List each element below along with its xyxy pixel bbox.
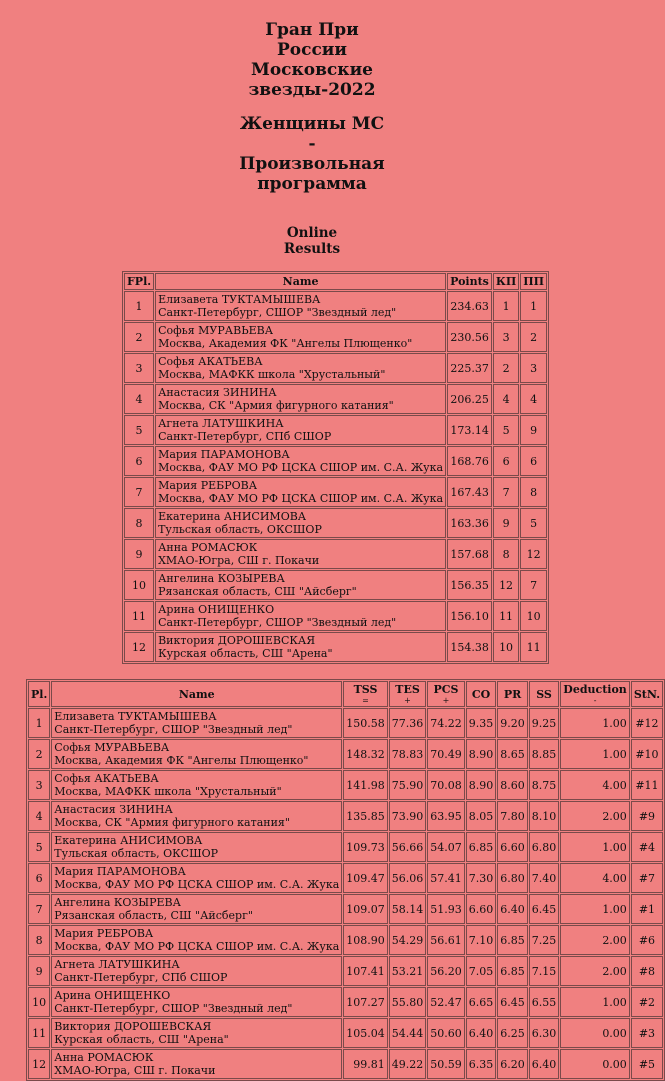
athlete-name: Виктория ДОРОШЕВСКАЯ xyxy=(158,634,316,647)
header-pl: Pl. xyxy=(28,681,50,707)
co-cell: 8.90 xyxy=(466,739,497,769)
athlete-club: Санкт-Петербург, СПб СШОР xyxy=(54,971,228,984)
athlete-cell xyxy=(51,956,342,986)
pp-place-cell: 12 xyxy=(520,539,547,569)
header-name: Name xyxy=(51,681,342,707)
table-row xyxy=(124,539,547,569)
pcs-cell: 74.22 xyxy=(427,708,465,738)
table-row xyxy=(28,956,663,986)
table-row xyxy=(124,322,547,352)
start-number-cell: #7 xyxy=(631,863,663,893)
deduction-cell: 1.00 xyxy=(560,708,630,738)
pr-cell: 6.60 xyxy=(497,832,528,862)
tss-cell: 109.07 xyxy=(343,894,388,924)
place-cell: 10 xyxy=(28,987,50,1017)
table-row xyxy=(124,415,547,445)
title-line-4: звезды-2022 xyxy=(248,80,376,100)
overall-header-row xyxy=(124,273,547,290)
table-row xyxy=(124,570,547,600)
athlete-cell xyxy=(155,384,446,414)
place-cell: 8 xyxy=(28,925,50,955)
kp-place-cell: 7 xyxy=(493,477,519,507)
tes-cell: 54.44 xyxy=(389,1018,427,1048)
pcs-cell: 50.60 xyxy=(427,1018,465,1048)
co-cell: 7.30 xyxy=(466,863,497,893)
header-name: Name xyxy=(155,273,446,290)
start-number-cell: #12 xyxy=(631,708,663,738)
place-cell: 4 xyxy=(28,801,50,831)
tes-cell: 58.14 xyxy=(389,894,427,924)
pcs-cell: 63.95 xyxy=(427,801,465,831)
place-cell: 1 xyxy=(124,291,154,321)
tss-cell: 141.98 xyxy=(343,770,388,800)
overall-results-table xyxy=(122,271,549,664)
athlete-club: Москва, ФАУ МО РФ ЦСКА СШОР им. С.А. Жука xyxy=(158,492,444,505)
athlete-club: Санкт-Петербург, СШОР "Звездный лед" xyxy=(158,306,397,319)
place-cell: 4 xyxy=(124,384,154,414)
header-fpl: FPl. xyxy=(124,273,154,290)
place-cell: 7 xyxy=(124,477,154,507)
header-pp: ПП xyxy=(520,273,547,290)
place-cell: 10 xyxy=(124,570,154,600)
place-cell: 11 xyxy=(124,601,154,631)
place-cell: 2 xyxy=(124,322,154,352)
tes-cell: 78.83 xyxy=(389,739,427,769)
ss-cell: 8.85 xyxy=(529,739,560,769)
table-row xyxy=(124,508,547,538)
points-cell: 230.56 xyxy=(447,322,492,352)
start-number-cell: #10 xyxy=(631,739,663,769)
pr-cell: 6.80 xyxy=(497,863,528,893)
table-row xyxy=(28,1049,663,1079)
athlete-club: Рязанская область, СШ "Айсберг" xyxy=(158,585,357,598)
tes-cell: 54.29 xyxy=(389,925,427,955)
athlete-club: Тульская область, ОКСШОР xyxy=(158,523,322,536)
kp-place-cell: 3 xyxy=(493,322,519,352)
pcs-cell: 52.47 xyxy=(427,987,465,1017)
athlete-cell xyxy=(155,415,446,445)
athlete-name: Агнета ЛАТУШКИНА xyxy=(54,958,180,971)
athlete-cell xyxy=(51,894,342,924)
deduction-cell: 1.00 xyxy=(560,987,630,1017)
header-deduction-label: Deduction xyxy=(563,683,627,696)
athlete-club: Москва, ФАУ МО РФ ЦСКА СШОР им. С.А. Жука xyxy=(158,461,444,474)
athlete-club: Москва, Академия ФК "Ангелы Плющенко" xyxy=(158,337,413,350)
pp-place-cell: 5 xyxy=(520,508,547,538)
pcs-cell: 50.59 xyxy=(427,1049,465,1079)
pcs-cell: 51.93 xyxy=(427,894,465,924)
header-tss-label: TSS xyxy=(353,683,378,696)
athlete-name: Анастасия ЗИНИНА xyxy=(54,803,173,816)
online-results-heading xyxy=(0,225,624,257)
start-number-cell: #8 xyxy=(631,956,663,986)
header-pcs-sub: + xyxy=(442,696,450,705)
tss-cell: 105.04 xyxy=(343,1018,388,1048)
kp-place-cell: 12 xyxy=(493,570,519,600)
athlete-name: Мария РЕБРОВА xyxy=(158,479,258,492)
kp-place-cell: 6 xyxy=(493,446,519,476)
page-title xyxy=(0,20,624,194)
segment-table-body xyxy=(28,708,663,1079)
place-cell: 9 xyxy=(124,539,154,569)
header-tes-sub: + xyxy=(404,696,411,705)
athlete-club: Санкт-Петербург, СШОР "Звездный лед" xyxy=(158,616,397,629)
athlete-club: Санкт-Петербург, СШОР "Звездный лед" xyxy=(54,1002,293,1015)
online-link[interactable]: Online xyxy=(286,225,338,241)
start-number-cell: #2 xyxy=(631,987,663,1017)
header-deduction xyxy=(560,681,630,707)
deduction-cell: 0.00 xyxy=(560,1018,630,1048)
pp-place-cell: 10 xyxy=(520,601,547,631)
tes-cell: 75.90 xyxy=(389,770,427,800)
table-row xyxy=(28,987,663,1017)
event-line-1: Женщины МС xyxy=(239,114,385,134)
table-row xyxy=(124,477,547,507)
athlete-name: Анна РОМАСЮК xyxy=(158,541,258,554)
athlete-cell xyxy=(155,508,446,538)
title-line-2: России xyxy=(276,40,348,60)
ss-cell: 6.40 xyxy=(529,1049,560,1079)
athlete-name: Елизавета ТУКТАМЫШЕВА xyxy=(158,293,321,306)
pr-cell: 6.45 xyxy=(497,987,528,1017)
pr-cell: 7.80 xyxy=(497,801,528,831)
tss-cell: 107.41 xyxy=(343,956,388,986)
athlete-cell xyxy=(51,708,342,738)
athlete-cell xyxy=(51,770,342,800)
tss-cell: 135.85 xyxy=(343,801,388,831)
athlete-name: Елизавета ТУКТАМЫШЕВА xyxy=(54,710,217,723)
pcs-cell: 54.07 xyxy=(427,832,465,862)
athlete-name: Софья АКАТЬЕВА xyxy=(158,355,263,368)
place-cell: 7 xyxy=(28,894,50,924)
start-number-cell: #3 xyxy=(631,1018,663,1048)
athlete-name: Агнета ЛАТУШКИНА xyxy=(158,417,284,430)
athlete-cell xyxy=(51,1049,342,1079)
pr-cell: 6.25 xyxy=(497,1018,528,1048)
athlete-club: Санкт-Петербург, СШОР "Звездный лед" xyxy=(54,723,293,736)
segment-results-table xyxy=(26,679,665,1081)
pp-place-cell: 7 xyxy=(520,570,547,600)
place-cell: 5 xyxy=(124,415,154,445)
tes-cell: 73.90 xyxy=(389,801,427,831)
kp-place-cell: 9 xyxy=(493,508,519,538)
place-cell: 6 xyxy=(124,446,154,476)
pr-cell: 9.20 xyxy=(497,708,528,738)
athlete-name: Анастасия ЗИНИНА xyxy=(158,386,277,399)
overall-table-body xyxy=(124,291,547,662)
athlete-club: Санкт-Петербург, СПб СШОР xyxy=(158,430,332,443)
points-cell: 225.37 xyxy=(447,353,492,383)
athlete-name: Арина ОНИЩЕНКО xyxy=(54,989,171,1002)
athlete-club: Москва, ФАУ МО РФ ЦСКА СШОР им. С.А. Жука xyxy=(54,940,340,953)
ss-cell: 8.10 xyxy=(529,801,560,831)
pr-cell: 6.40 xyxy=(497,894,528,924)
deduction-cell: 2.00 xyxy=(560,925,630,955)
athlete-club: ХМАО-Югра, СШ г. Покачи xyxy=(158,554,320,567)
place-cell: 5 xyxy=(28,832,50,862)
pcs-cell: 56.20 xyxy=(427,956,465,986)
table-row xyxy=(28,1018,663,1048)
header-tss xyxy=(343,681,388,707)
athlete-club: Курская область, СШ "Арена" xyxy=(158,647,333,660)
points-cell: 156.35 xyxy=(447,570,492,600)
athlete-club: Москва, ФАУ МО РФ ЦСКА СШОР им. С.А. Жука xyxy=(54,878,340,891)
pp-place-cell: 8 xyxy=(520,477,547,507)
table-row xyxy=(124,601,547,631)
athlete-cell xyxy=(51,863,342,893)
athlete-name: Ангелина КОЗЫРЕВА xyxy=(54,896,181,909)
deduction-cell: 1.00 xyxy=(560,832,630,862)
pr-cell: 8.65 xyxy=(497,739,528,769)
athlete-cell xyxy=(155,632,446,662)
header-tes-label: TES xyxy=(395,683,420,696)
table-row xyxy=(124,446,547,476)
athlete-name: Ангелина КОЗЫРЕВА xyxy=(158,572,285,585)
results-label: Results xyxy=(283,241,341,257)
points-cell: 154.38 xyxy=(447,632,492,662)
pp-place-cell: 9 xyxy=(520,415,547,445)
segment-header-row xyxy=(28,681,663,707)
pr-cell: 6.85 xyxy=(497,925,528,955)
deduction-cell: 2.00 xyxy=(560,956,630,986)
tss-cell: 109.47 xyxy=(343,863,388,893)
athlete-cell xyxy=(155,539,446,569)
place-cell: 2 xyxy=(28,739,50,769)
athlete-name: Софья МУРАВЬЕВА xyxy=(158,324,274,337)
athlete-name: Анна РОМАСЮК xyxy=(54,1051,154,1064)
athlete-name: Екатерина АНИСИМОВА xyxy=(54,834,203,847)
deduction-cell: 4.00 xyxy=(560,863,630,893)
athlete-cell xyxy=(51,987,342,1017)
pcs-cell: 56.61 xyxy=(427,925,465,955)
tes-cell: 56.66 xyxy=(389,832,427,862)
start-number-cell: #9 xyxy=(631,801,663,831)
start-number-cell: #11 xyxy=(631,770,663,800)
points-cell: 163.36 xyxy=(447,508,492,538)
deduction-cell: 2.00 xyxy=(560,801,630,831)
athlete-club: Курская область, СШ "Арена" xyxy=(54,1033,229,1046)
place-cell: 12 xyxy=(124,632,154,662)
table-row xyxy=(28,801,663,831)
place-cell: 12 xyxy=(28,1049,50,1079)
co-cell: 6.35 xyxy=(466,1049,497,1079)
pr-cell: 6.20 xyxy=(497,1049,528,1079)
start-number-cell: #5 xyxy=(631,1049,663,1079)
athlete-name: Софья АКАТЬЕВА xyxy=(54,772,159,785)
co-cell: 8.90 xyxy=(466,770,497,800)
ss-cell: 8.75 xyxy=(529,770,560,800)
kp-place-cell: 1 xyxy=(493,291,519,321)
pp-place-cell: 2 xyxy=(520,322,547,352)
table-row xyxy=(28,708,663,738)
co-cell: 6.65 xyxy=(466,987,497,1017)
table-row xyxy=(28,894,663,924)
athlete-cell xyxy=(155,570,446,600)
points-cell: 167.43 xyxy=(447,477,492,507)
athlete-club: Тульская область, ОКСШОР xyxy=(54,847,219,860)
ss-cell: 6.55 xyxy=(529,987,560,1017)
athlete-club: Рязанская область, СШ "Айсберг" xyxy=(54,909,253,922)
title-line-3: Московские xyxy=(251,60,373,80)
athlete-name: Екатерина АНИСИМОВА xyxy=(158,510,307,523)
table-row xyxy=(28,925,663,955)
co-cell: 7.05 xyxy=(466,956,497,986)
athlete-name: Софья МУРАВЬЕВА xyxy=(54,741,170,754)
header-deduction-sub: - xyxy=(593,696,597,705)
athlete-cell xyxy=(155,477,446,507)
pp-place-cell: 11 xyxy=(520,632,547,662)
points-cell: 234.63 xyxy=(447,291,492,321)
event-line-3: Произвольная xyxy=(239,154,385,174)
tes-cell: 53.21 xyxy=(389,956,427,986)
athlete-club: Москва, СК "Армия фигурного катания" xyxy=(158,399,394,412)
place-cell: 8 xyxy=(124,508,154,538)
table-row xyxy=(28,863,663,893)
pr-cell: 6.85 xyxy=(497,956,528,986)
kp-place-cell: 10 xyxy=(493,632,519,662)
tes-cell: 56.06 xyxy=(389,863,427,893)
athlete-club: Москва, МАФКК школа "Хрустальный" xyxy=(158,368,386,381)
event-line-4: программа xyxy=(257,174,367,194)
athlete-cell xyxy=(51,739,342,769)
points-cell: 157.68 xyxy=(447,539,492,569)
pr-cell: 8.60 xyxy=(497,770,528,800)
ss-cell: 9.25 xyxy=(529,708,560,738)
pp-place-cell: 3 xyxy=(520,353,547,383)
athlete-name: Виктория ДОРОШЕВСКАЯ xyxy=(54,1020,212,1033)
co-cell: 9.35 xyxy=(466,708,497,738)
athlete-name: Арина ОНИЩЕНКО xyxy=(158,603,275,616)
ss-cell: 6.30 xyxy=(529,1018,560,1048)
header-stn: StN. xyxy=(631,681,663,707)
athlete-name: Мария ПАРАМОНОВА xyxy=(54,865,186,878)
points-cell: 173.14 xyxy=(447,415,492,445)
tss-cell: 107.27 xyxy=(343,987,388,1017)
athlete-club: Москва, СК "Армия фигурного катания" xyxy=(54,816,290,829)
table-row xyxy=(124,632,547,662)
title-line-1: Гран При xyxy=(265,20,359,40)
co-cell: 8.05 xyxy=(466,801,497,831)
header-co: CO xyxy=(466,681,497,707)
pp-place-cell: 4 xyxy=(520,384,547,414)
points-cell: 168.76 xyxy=(447,446,492,476)
place-cell: 3 xyxy=(28,770,50,800)
tss-cell: 99.81 xyxy=(343,1049,388,1079)
header-tss-sub: = xyxy=(362,696,369,705)
tes-cell: 55.80 xyxy=(389,987,427,1017)
table-row xyxy=(124,384,547,414)
start-number-cell: #1 xyxy=(631,894,663,924)
start-number-cell: #4 xyxy=(631,832,663,862)
athlete-club: Москва, Академия ФК "Ангелы Плющенко" xyxy=(54,754,309,767)
tss-cell: 150.58 xyxy=(343,708,388,738)
place-cell: 3 xyxy=(124,353,154,383)
header-points: Points xyxy=(447,273,492,290)
athlete-cell xyxy=(51,1018,342,1048)
header-ss: SS xyxy=(529,681,560,707)
kp-place-cell: 2 xyxy=(493,353,519,383)
kp-place-cell: 4 xyxy=(493,384,519,414)
header-pcs xyxy=(427,681,465,707)
co-cell: 6.60 xyxy=(466,894,497,924)
header-pr: PR xyxy=(497,681,528,707)
co-cell: 6.85 xyxy=(466,832,497,862)
place-cell: 9 xyxy=(28,956,50,986)
deduction-cell: 1.00 xyxy=(560,894,630,924)
header-kp: КП xyxy=(493,273,519,290)
place-cell: 11 xyxy=(28,1018,50,1048)
pcs-cell: 70.49 xyxy=(427,739,465,769)
table-row xyxy=(28,739,663,769)
table-row xyxy=(124,291,547,321)
athlete-cell xyxy=(155,322,446,352)
athlete-club: ХМАО-Югра, СШ г. Покачи xyxy=(54,1064,216,1077)
kp-place-cell: 5 xyxy=(493,415,519,445)
event-line-2: - xyxy=(308,134,316,154)
tes-cell: 77.36 xyxy=(389,708,427,738)
table-row xyxy=(124,353,547,383)
table-row xyxy=(28,832,663,862)
ss-cell: 7.25 xyxy=(529,925,560,955)
tss-cell: 148.32 xyxy=(343,739,388,769)
points-cell: 206.25 xyxy=(447,384,492,414)
athlete-cell xyxy=(51,832,342,862)
athlete-name: Мария РЕБРОВА xyxy=(54,927,154,940)
header-pcs-label: PCS xyxy=(433,683,459,696)
athlete-club: Москва, МАФКК школа "Хрустальный" xyxy=(54,785,282,798)
co-cell: 6.40 xyxy=(466,1018,497,1048)
co-cell: 7.10 xyxy=(466,925,497,955)
header-tes xyxy=(389,681,427,707)
pp-place-cell: 6 xyxy=(520,446,547,476)
athlete-name: Мария ПАРАМОНОВА xyxy=(158,448,290,461)
athlete-cell xyxy=(155,601,446,631)
athlete-cell xyxy=(155,291,446,321)
kp-place-cell: 8 xyxy=(493,539,519,569)
deduction-cell: 1.00 xyxy=(560,739,630,769)
ss-cell: 6.80 xyxy=(529,832,560,862)
deduction-cell: 0.00 xyxy=(560,1049,630,1079)
deduction-cell: 4.00 xyxy=(560,770,630,800)
ss-cell: 7.40 xyxy=(529,863,560,893)
athlete-cell xyxy=(155,353,446,383)
table-row xyxy=(28,770,663,800)
start-number-cell: #6 xyxy=(631,925,663,955)
tss-cell: 108.90 xyxy=(343,925,388,955)
tes-cell: 49.22 xyxy=(389,1049,427,1079)
pp-place-cell: 1 xyxy=(520,291,547,321)
kp-place-cell: 11 xyxy=(493,601,519,631)
place-cell: 1 xyxy=(28,708,50,738)
ss-cell: 7.15 xyxy=(529,956,560,986)
tss-cell: 109.73 xyxy=(343,832,388,862)
athlete-cell xyxy=(51,801,342,831)
athlete-cell xyxy=(155,446,446,476)
pcs-cell: 70.08 xyxy=(427,770,465,800)
ss-cell: 6.45 xyxy=(529,894,560,924)
place-cell: 6 xyxy=(28,863,50,893)
athlete-cell xyxy=(51,925,342,955)
pcs-cell: 57.41 xyxy=(427,863,465,893)
points-cell: 156.10 xyxy=(447,601,492,631)
